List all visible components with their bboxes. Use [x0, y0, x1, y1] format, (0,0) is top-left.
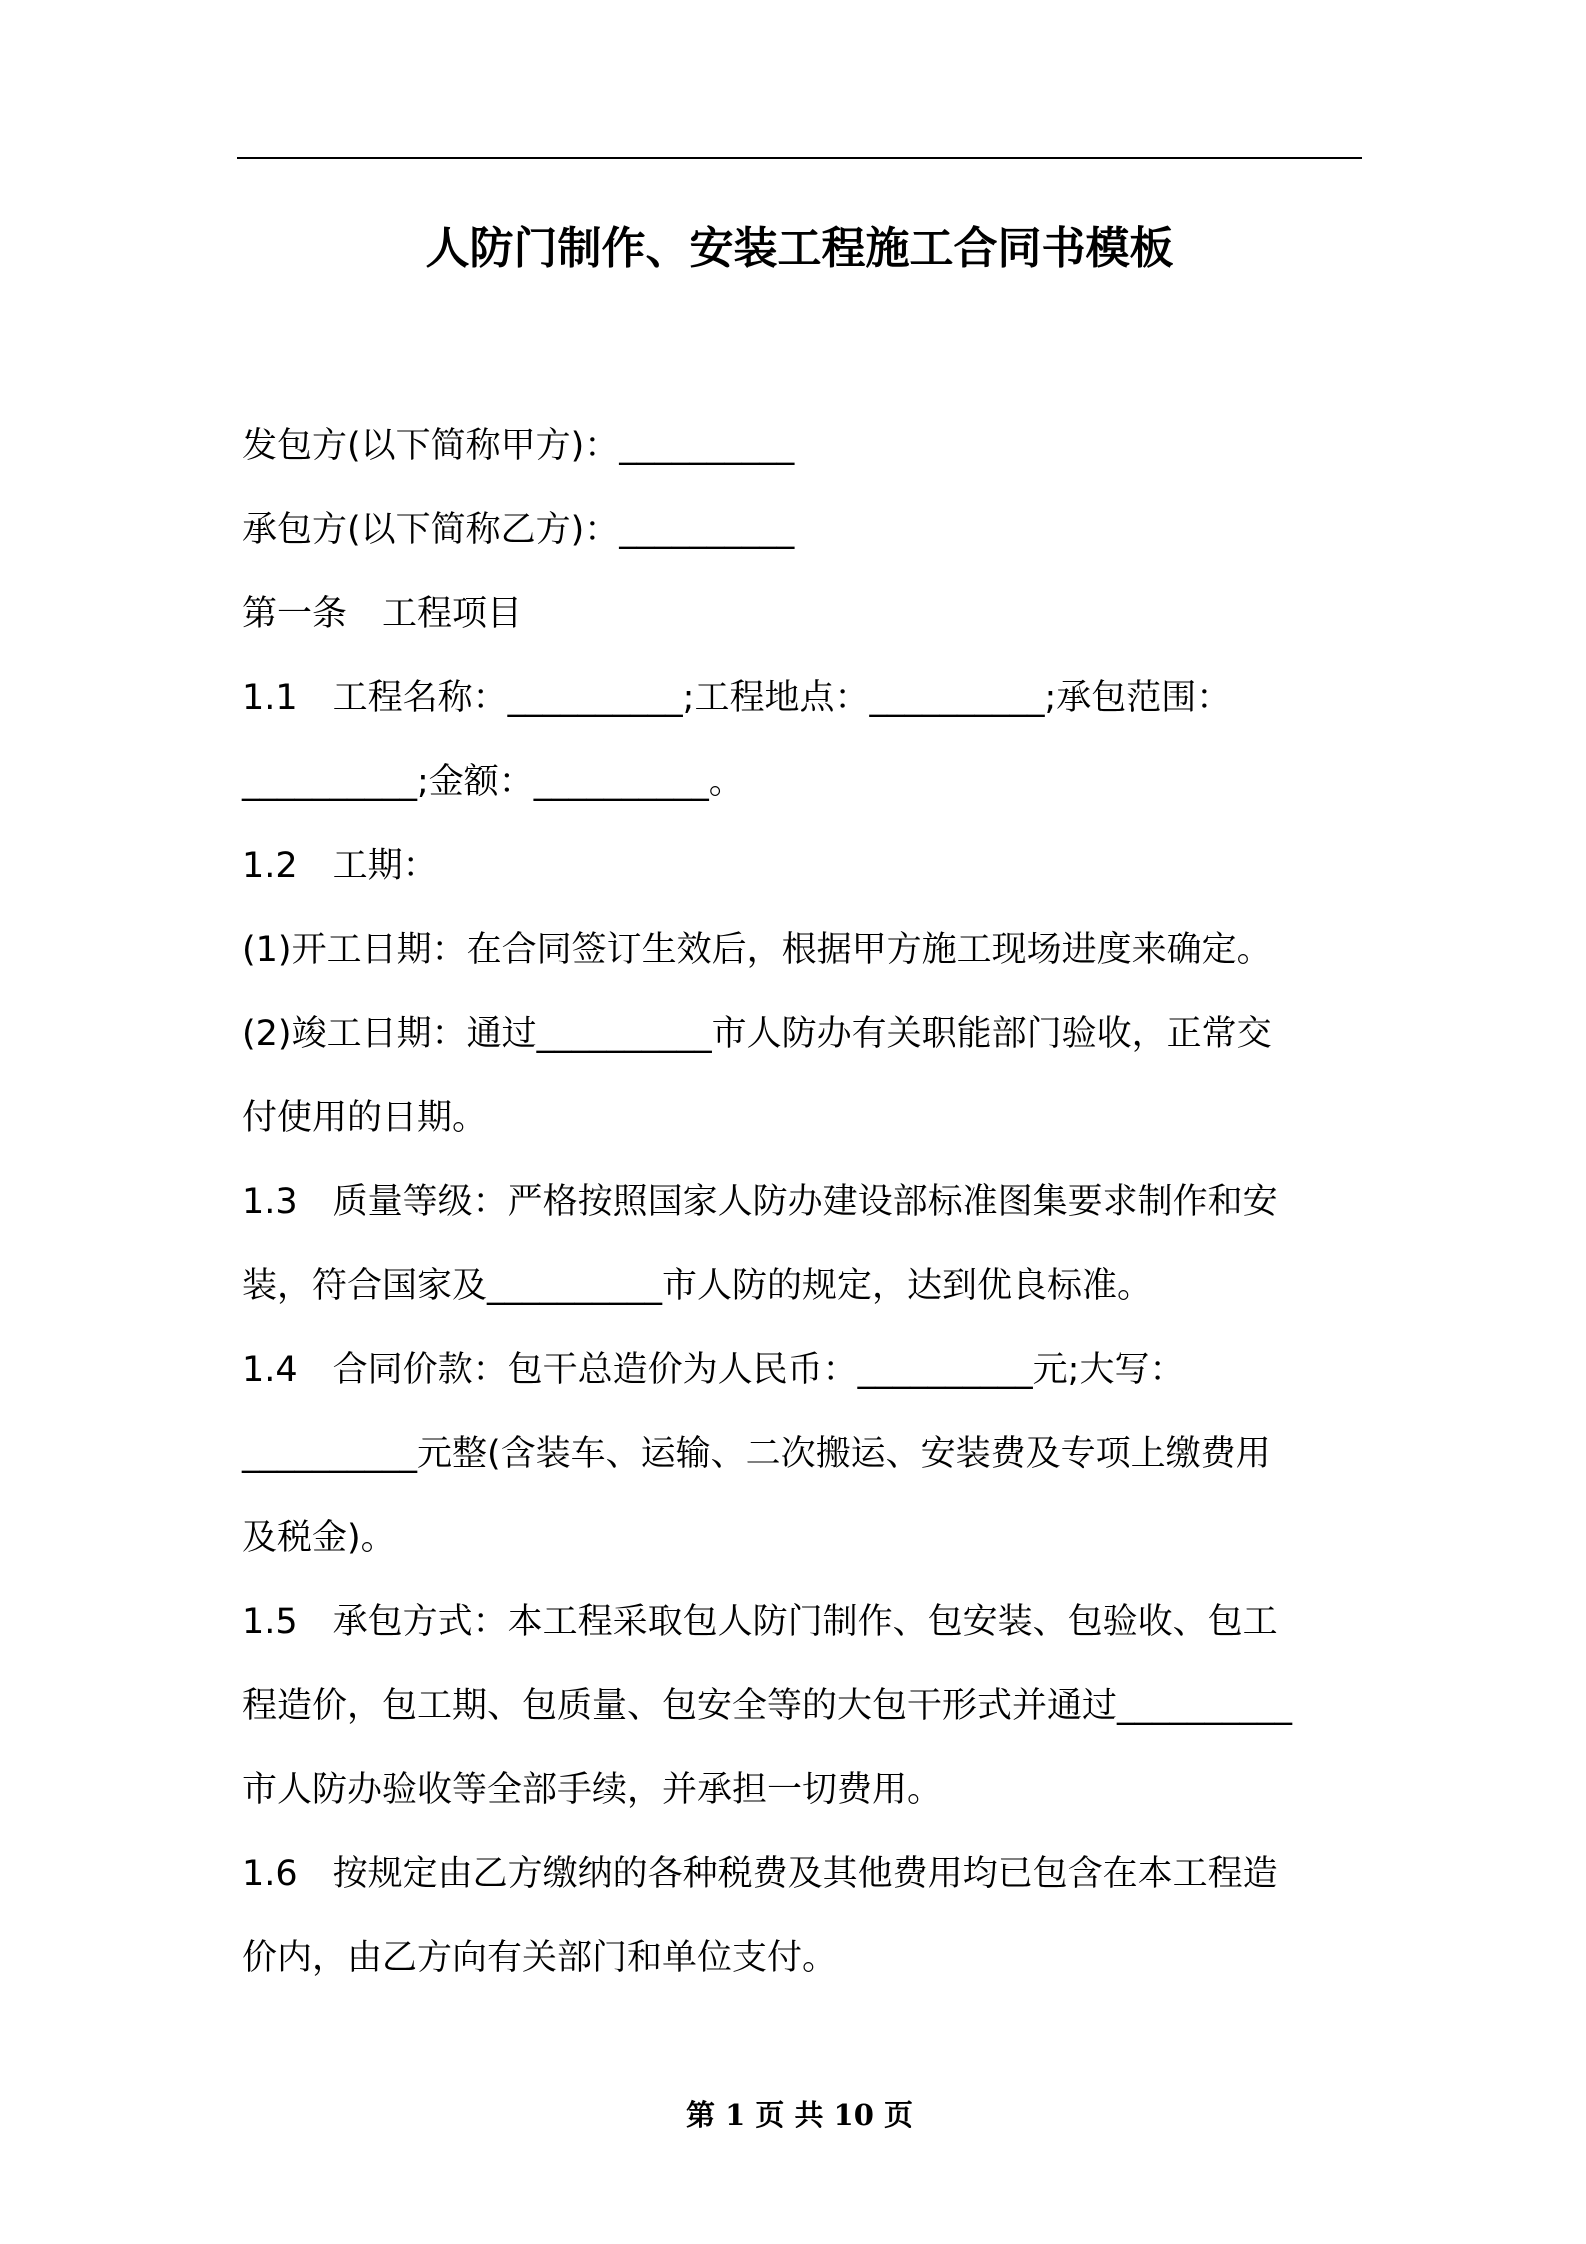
page-number: 第 1 页 共 10 页: [685, 2098, 914, 2132]
clause-1-4-line-2: __________元整(含装车、运输、二次搬运、安装费及专项上缴费用: [242, 1434, 1271, 1474]
clause-1-5-line-2: 程造价，包工期、包质量、包安全等的大包干形式并通过__________: [242, 1686, 1293, 1726]
clause-1-2-completion-line-2: 付使用的日期。: [242, 1098, 488, 1138]
clause-1-6-line-1: 1.6 按规定由乙方缴纳的各种税费及其他费用均已包含在本工程造: [242, 1854, 1278, 1894]
clause-1-5-line-3: 市人防办验收等全部手续，并承担一切费用。: [242, 1770, 943, 1810]
header-rule: [237, 157, 1362, 159]
article-1-heading: 第一条 工程项目: [242, 594, 523, 634]
clause-1-2-completion-line-1: (2)竣工日期：通过__________市人防办有关职能部门验收，正常交: [242, 1014, 1272, 1054]
clause-1-4-line-1: 1.4 合同价款：包干总造价为人民币：__________元;大写：: [242, 1350, 1185, 1390]
clause-1-4-line-3: 及税金)。: [242, 1518, 396, 1558]
clause-1-2-start-date: (1)开工日期：在合同签订生效后，根据甲方施工现场进度来确定。: [242, 930, 1272, 970]
clause-1-6-line-2: 价内，由乙方向有关部门和单位支付。: [242, 1938, 838, 1978]
document-title: 人防门制作、安装工程施工合同书模板: [425, 223, 1174, 274]
clause-1-1-line-1: 1.1 工程名称：__________;工程地点：__________;承包范围：: [242, 678, 1232, 718]
party-a-line: 发包方(以下简称甲方)：__________: [242, 426, 795, 466]
clause-1-5-line-1: 1.5 承包方式：本工程采取包人防门制作、包安装、包验收、包工: [242, 1602, 1278, 1642]
clause-1-2-heading: 1.2 工期：: [242, 846, 438, 886]
clause-1-3-line-2: 装，符合国家及__________市人防的规定，达到优良标准。: [242, 1266, 1153, 1306]
clause-1-3-line-1: 1.3 质量等级：严格按照国家人防办建设部标准图集要求制作和安: [242, 1182, 1278, 1222]
contract-body: [242, 404, 1362, 2000]
clause-1-1-line-2: __________;金额：__________。: [242, 762, 744, 802]
party-b-line: 承包方(以下简称乙方)：__________: [242, 510, 795, 550]
